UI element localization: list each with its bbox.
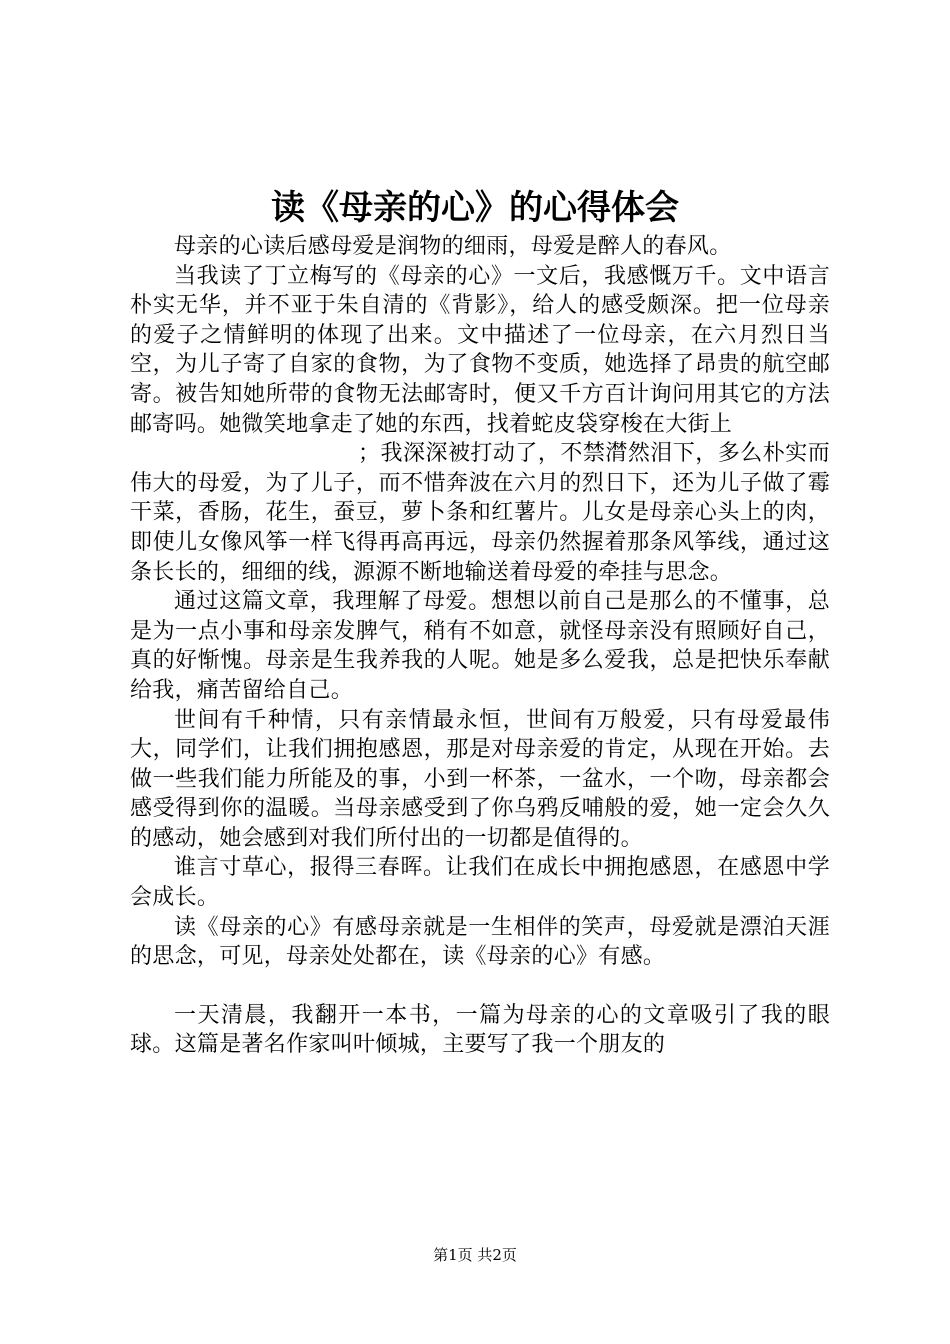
paragraph-4: 通过这篇文章，我理解了母爱。想想以前自己是那么的不懂事，总是为一点小事和母亲发脾气，稍有不如意，就怪母亲没有照顾好自己，真的好惭愧。母亲是生我养我的人呢。她是多么爱我，总是把快乐奉献给我，痛苦留给自己。 bbox=[130, 589, 830, 703]
paragraph-8: 一天清晨，我翻开一本书，一篇为母亲的心的文章吸引了我的眼球。这篇是著名作家叫叶倾城，主要写了我一个朋友的 bbox=[130, 1002, 830, 1058]
paragraph-7: 读《母亲的心》有感母亲就是一生相伴的笑声，母爱就是漂泊天涯的思念，可见，母亲处处都在，读《母亲的心》有感。 bbox=[130, 914, 830, 970]
paragraph-1: 母亲的心读后感母爱是润物的细雨，母爱是醉人的春风。 bbox=[174, 234, 732, 259]
page-footer: 第1页 共2页 bbox=[433, 1246, 517, 1264]
paragraph-6: 谁言寸草心，报得三春晖。让我们在成长中拥抱感恩，在感恩中学会成长。 bbox=[130, 855, 830, 911]
document-body bbox=[130, 232, 830, 1060]
document-title: 读《母亲的心》的心得体会 bbox=[271, 188, 679, 228]
paragraph-2: 当我读了丁立梅写的《母亲的心》一文后，我感慨万千。文中语言朴实无华，并不亚于朱自清的《背影》，给人的感受颇深。把一位母亲的爱子之情鲜明的体现了出来。文中描述了一位母亲，在六月烈日当空，为儿子寄了自家的食物，为了食物不变质，她选择了昂贵的航空邮寄。被告知她所带的食物无法邮寄时，便又千方百计询问用其它的方法邮寄吗。她微笑地拿走了她的东西，找着蛇皮袋穿梭在大街上 bbox=[130, 263, 830, 437]
paragraph-5: 世间有千种情，只有亲情最永恒，世间有万般爱，只有母爱最伟大，同学们，让我们拥抱感恩，那是对母亲爱的肯定，从现在开始。去做一些我们能力所能及的事，小到一杯茶，一盆水，一个吻，母亲都会感受得到你的温暖。当母亲感受到了你乌鸦反哺般的爱，她一定会久久的感动，她会感到对我们所付出的一切都是值得的。 bbox=[130, 707, 830, 851]
paragraph-3: ；我深深被打动了，不禁潸然泪下，多么朴实而伟大的母爱，为了儿子，而不惜奔波在六月的烈日下，还为儿子做了霉干菜，香肠，花生，蚕豆，萝卜条和红薯片。儿女是母亲心头上的肉，即使儿女像风筝一样飞得再高再远，母亲仍然握着那条风筝线，通过这条长长的，细细的线，源源不断地输送着母爱的牵挂与思念。 bbox=[130, 441, 830, 585]
